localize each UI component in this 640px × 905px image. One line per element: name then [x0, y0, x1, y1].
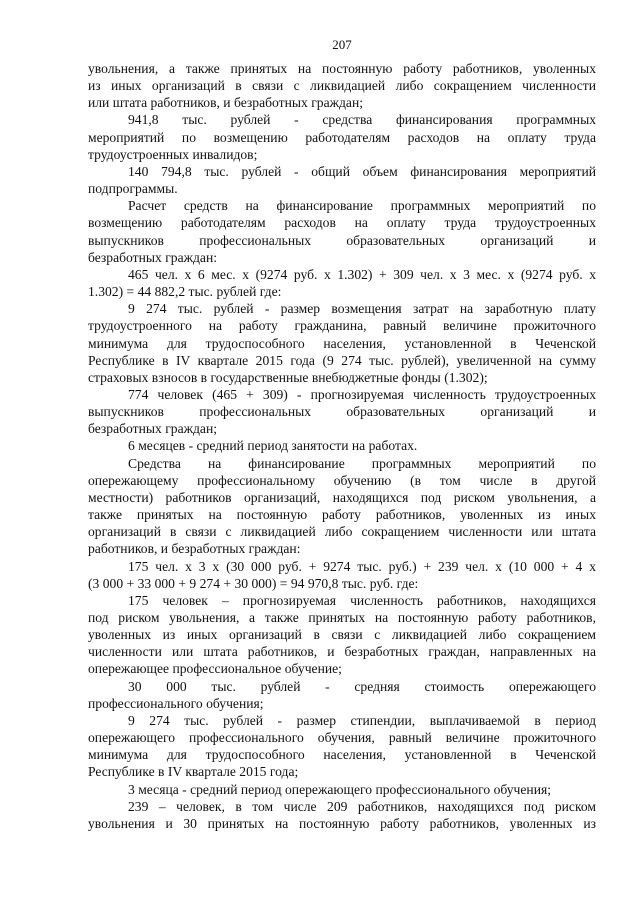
document-page [88, 36, 596, 832]
text-line: уволенных из иных организаций в связи с ликвидацией либо сокращением [88, 627, 596, 643]
text-line: 140 794,8 тыс. рублей - общий объем финансирования мероприятий [128, 163, 596, 179]
text-line: минимума для трудоспособного населения, установленной в Чеченской [88, 335, 596, 351]
text-line: 774 человек (465 + 309) - прогнозируемая численность трудоустроенных [128, 386, 596, 402]
page-number: 207 [332, 37, 352, 52]
text-line: работников, и безработных граждан: [88, 541, 301, 557]
text-line: опережающего профессионального обучения, равный величине прожиточного [88, 730, 596, 746]
text-line: под риском увольнения, а также принятых на постоянную работу работников, [88, 610, 596, 625]
text-line: численности или штата работников, и безработных граждан, направленных на [88, 644, 596, 660]
text-line: 239 – человек, в том числе 209 работников, находящихся под риском [128, 798, 596, 814]
text-line: Расчет средств на финансирование программных мероприятий по [128, 198, 596, 214]
text-line: увольнения, а также принятых на постоянную работу работников, уволенных [88, 61, 596, 76]
text-line: увольнения и 30 принятых на постоянную работу работников, уволенных из [88, 815, 596, 831]
text-line: 3 месяца - средний период опережающего профессионального обучения; [128, 781, 552, 797]
text-line: (3 000 + 33 000 + 9 274 + 30 000) = 94 970,8 тыс. руб. где: [88, 575, 419, 591]
text-line: 1.302) = 44 882,2 тыс. рублей где: [88, 284, 282, 300]
text-line: подпрограммы. [88, 181, 178, 197]
text-line: возмещению работодателям расходов на оплату труда трудоустроенных [88, 215, 596, 231]
document-body [88, 60, 596, 832]
text-line: местности) работников организаций, находящихся под риском увольнения, а [88, 489, 596, 505]
text-line: 465 чел. х 6 мес. х (9274 руб. х 1.302) + 309 чел. х 3 мес. х (9274 руб. х [128, 266, 596, 282]
text-line: страховых взносов в государственные внебюджетные фонды (1.302); [88, 369, 488, 385]
text-line: выпускников профессиональных образовательных организаций и [88, 404, 596, 420]
text-line: Республике в IV квартале 2015 года; [88, 764, 299, 780]
text-line: профессионального обучения; [88, 695, 264, 711]
text-line: выпускников профессиональных образовательных организаций и [88, 232, 596, 248]
text-line: опережающее профессиональное обучение; [88, 661, 342, 677]
text-line: 941,8 тыс. рублей - средства финансирования программных [128, 112, 596, 128]
text-line: 175 чел. х 3 х (30 000 руб. + 9274 тыс. руб.) + 239 чел. х (10 000 + 4 х [128, 558, 596, 574]
text-line: трудоустроенного на работу гражданина, равный величине прожиточного [88, 318, 596, 334]
text-line: организаций в связи с ликвидацией либо сокращением численности или штата [88, 524, 596, 540]
text-line: Средства на финансирование программных мероприятий по [128, 455, 596, 471]
text-line: безработных граждан; [88, 421, 218, 437]
text-line: 30 000 тыс. рублей - средняя стоимость опережающего [128, 678, 596, 694]
text-line: Республике в IV квартале 2015 года (9 274 тыс. рублей), увеличенной на сумму [88, 352, 596, 368]
text-line: из иных организаций в связи с ликвидацией либо сокращением численности [88, 78, 596, 94]
text-line: 9 274 тыс. рублей - размер стипендии, выплачиваемой в период [128, 712, 596, 728]
text-line: опережающему профессиональному обучению (в том числе в другой [88, 472, 596, 488]
text-line: безработных граждан: [88, 249, 218, 265]
text-line: 9 274 тыс. рублей - размер возмещения затрат на заработную плату [128, 301, 596, 317]
text-line: 6 месяцев - средний период занятости на работах. [128, 438, 418, 454]
text-line: или штата работников, и безработных граждан; [88, 95, 363, 111]
text-line: минимума для трудоспособного населения, установленной в Чеченской [88, 747, 596, 763]
text-line: трудоустроенных инвалидов; [88, 146, 258, 162]
text-line: мероприятий по возмещению работодателям расходов на оплату труда [88, 129, 596, 145]
text-line: 175 человек – прогнозируемая численность работников, находящихся [128, 592, 596, 608]
text-line: также принятых на постоянную работу работников, уволенных из иных [88, 507, 596, 523]
